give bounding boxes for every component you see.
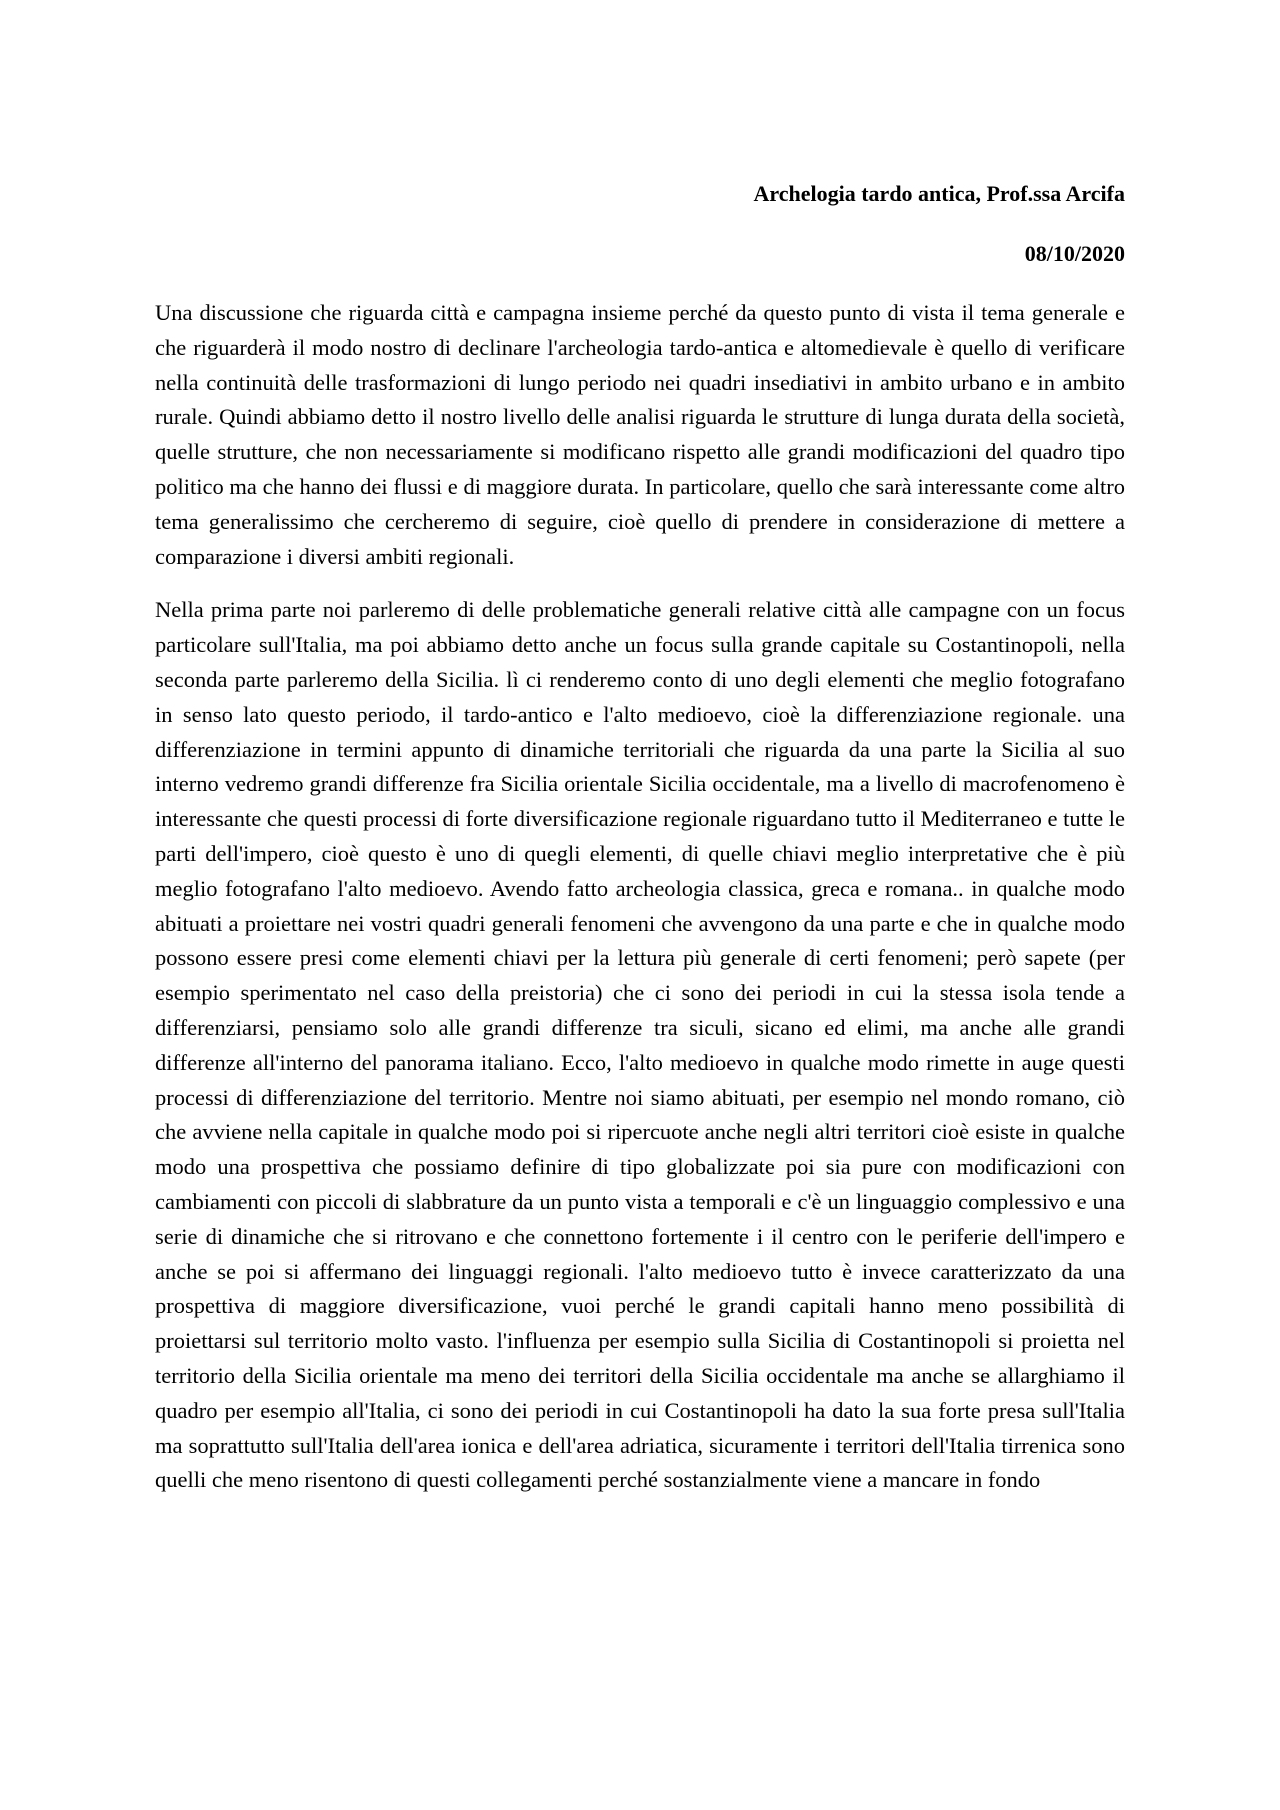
- document-title: Archelogia tardo antica, Prof.ssa Arcifa: [753, 181, 1125, 206]
- paragraph: Nella prima parte noi parleremo di delle problematiche generali relative città alle campagne con un focus particolare sull'Italia, ma poi abbiamo detto anche un focus sulla grande capitale su Costantinopoli, nella seconda parte parleremo della Sicilia. lì ci renderemo conto di uno degli elementi che meglio fotografano in senso lato questo periodo, il tardo-antico e l'alto medioevo, cioè la differenziazione regionale. una differenziazione in termini appunto di dinamiche territoriali che riguarda da una parte la Sicilia al suo interno vedremo grandi differenze fra Sicilia orientale Sicilia occidentale, ma a livello di macrofenomeno è interessante che questi processi di forte diversificazione regionale riguardano tutto il Mediterraneo e tutte le parti dell'impero, cioè questo è uno di quegli elementi, di quelle chiavi meglio interpretative che è più meglio fotografano l'alto medioevo. Avendo fatto archeologia classica, greca e romana.. in qualche modo abituati a proiettare nei vostri quadri generali fenomeni che avvengono da una parte e che in qualche modo possono essere presi come elementi chiavi per la lettura più generale di certi fenomeni; però sapete (per esempio sperimentato nel caso della preistoria) che ci sono dei periodi in cui la stessa isola tende a differenziarsi, pensiamo solo alle grandi differenze tra siculi, sicano ed elimi, ma anche alle grandi differenze all'interno del panorama italiano. Ecco, l'alto medioevo in qualche modo rimette in auge questi processi di differenziazione del territorio. Mentre noi siamo abituati, per esempio nel mondo romano, ciò che avviene nella capitale in qualche modo poi si ripercuote anche negli altri territori cioè esiste in qualche modo una prospettiva che possiamo definire di tipo globalizzate poi sia pure con modificazioni con cambiamenti con piccoli di slabbrature da un punto vista a temporali e c'è un linguaggio complessivo e una serie di dinamiche che si ritrovano e che connettono fortemente i il centro con le periferie dell'impero e anche se poi si affermano dei linguaggi regionali. l'alto medioevo tutto è invece caratterizzato da una prospettiva di maggiore diversificazione, vuoi perché le grandi capitali hanno meno possibilità di proiettarsi sul territorio molto vasto. l'influenza per esempio sulla Sicilia di Costantinopoli si proietta nel territorio della Sicilia orientale ma meno dei territori della Sicilia occidentale ma anche se allarghiamo il quadro per esempio all'Italia, ci sono dei periodi in cui Costantinopoli ha dato la sua forte presa sull'Italia ma soprattutto sull'Italia dell'area ionica e dell'area adriatica, sicuramente i territori dell'Italia tirrenica sono quelli che meno risentono di questi collegamenti perché sostanzialmente viene a mancare in fondo: [155, 597, 1125, 1493]
- document-body: [155, 296, 1125, 1517]
- paragraph: Una discussione che riguarda città e campagna insieme perché da questo punto di vista il tema generale e che riguarderà il modo nostro di declinare l'archeologia tardo-antica e altomedievale è quello di verificare nella continuità delle trasformazioni di lungo periodo nei quadri insediativi in ambito urbano e in ambito rurale. Quindi abbiamo detto il nostro livello delle analisi riguarda le strutture di lunga durata della società, quelle strutture, che non necessariamente si modificano rispetto alle grandi modificazioni del quadro tipo politico ma che hanno dei flussi e di maggiore durata. In particolare, quello che sarà interessante come altro tema generalissimo che cercheremo di seguire, cioè quello di prendere in considerazione di mettere a comparazione i diversi ambiti regionali.: [155, 300, 1125, 569]
- document-date: 08/10/2020: [1024, 241, 1125, 266]
